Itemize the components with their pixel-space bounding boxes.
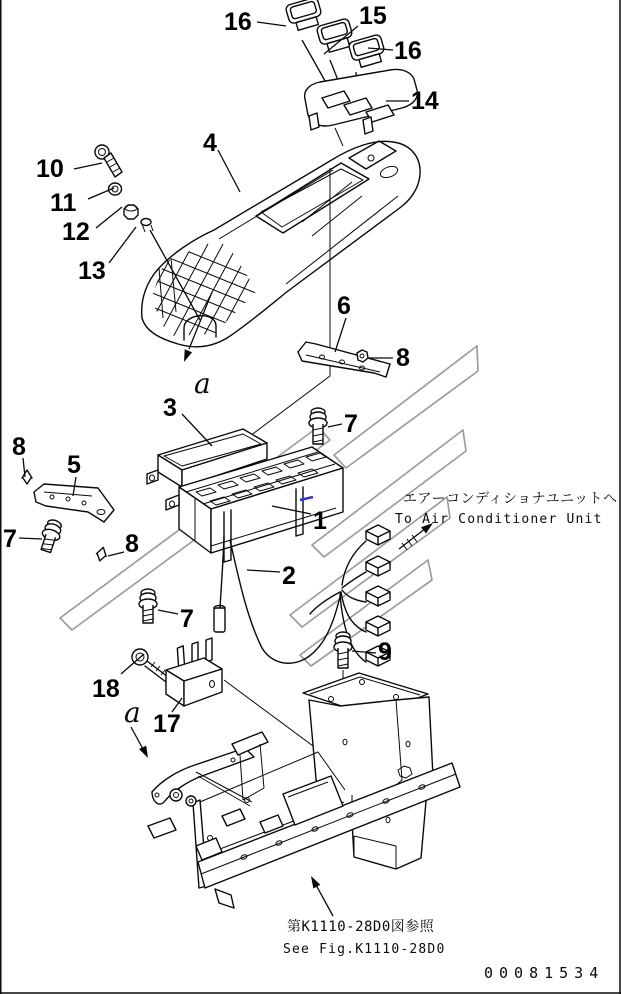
callout-10: 10 [36, 155, 64, 183]
switch-panel-drawing [285, 0, 417, 134]
callout-18: 18 [92, 675, 120, 703]
callout-13: 13 [78, 257, 106, 285]
view-letter-a-console: a [194, 367, 211, 400]
callout-8b: 8 [12, 433, 26, 461]
ref-fig-note-en: See Fig.K1110-28D0 [283, 942, 446, 957]
callout-16a: 16 [224, 8, 252, 36]
bolt-7b-drawing [37, 518, 64, 554]
lever-assembly-drawing [148, 732, 268, 860]
callout-9: 9 [378, 638, 392, 666]
controller-unit-drawing [147, 429, 343, 562]
ac-unit-note-jp: エアーコンディショナユニットへ [403, 491, 618, 507]
callout-15: 15 [359, 2, 387, 30]
callout-3: 3 [163, 394, 177, 422]
clip-8b-drawing [22, 470, 32, 484]
callout-8c: 8 [125, 530, 139, 558]
callout-11: 11 [50, 189, 77, 217]
callout-5: 5 [67, 451, 81, 479]
ref-fig-arrow-icon [311, 876, 333, 916]
callout-12: 12 [62, 218, 90, 246]
callout-17: 17 [153, 710, 181, 738]
bolt-7a-drawing [309, 408, 327, 444]
nut-8a-drawing [357, 350, 368, 362]
view-letter-a-frame: a [124, 696, 141, 729]
view-a-frame-arrow-icon [131, 727, 148, 758]
callout-4: 4 [203, 129, 217, 157]
doc-number: 00081534 [484, 964, 605, 982]
callout-14: 14 [411, 87, 439, 115]
ref-fig-note-jp: 第K1110-28D0図参照 [287, 919, 435, 935]
clip-8c-drawing [95, 546, 108, 562]
callout-1: 1 [313, 507, 327, 535]
bolt-7c-drawing [139, 589, 157, 623]
callout-2: 2 [282, 562, 296, 590]
bracket-6-drawing [298, 342, 390, 377]
callout-16b: 16 [394, 37, 422, 65]
console-box-drawing [120, 128, 420, 436]
callout-7a: 7 [344, 410, 358, 438]
callout-7b: 7 [3, 525, 17, 553]
ac-unit-note-en: To Air Conditioner Unit [395, 512, 603, 527]
ac-unit-arrow-icon [399, 523, 433, 550]
callout-7c: 7 [180, 605, 194, 633]
floor-frame-drawing [148, 673, 460, 908]
callout-6: 6 [337, 292, 351, 320]
callout-8a: 8 [396, 344, 410, 372]
